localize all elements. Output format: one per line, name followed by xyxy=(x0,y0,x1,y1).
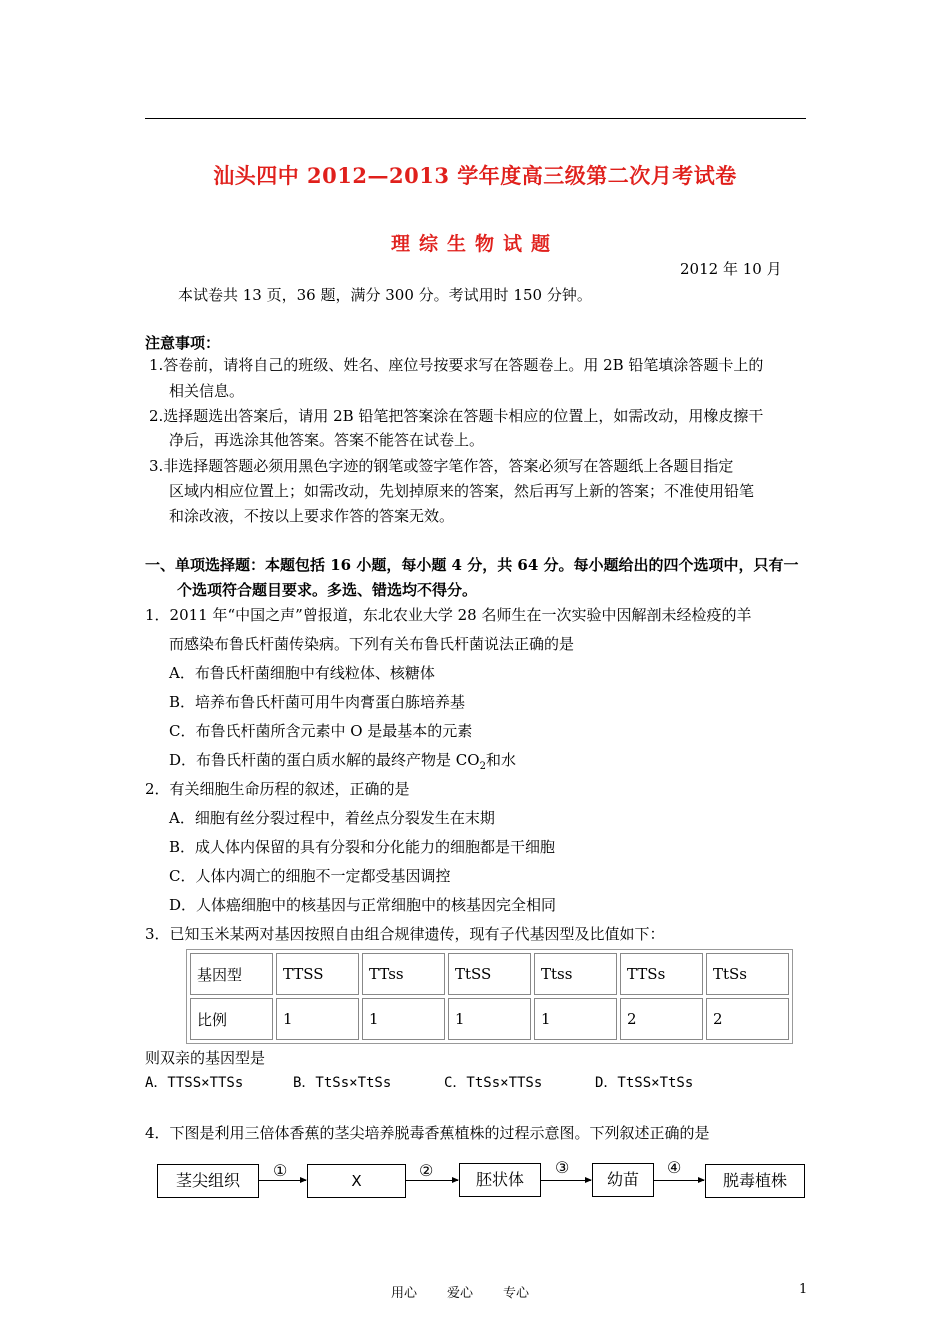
exam-date: 2012 年 10 月 xyxy=(680,260,782,278)
q2-stem: 2．有关细胞生命历程的叙述，正确的是 xyxy=(145,780,410,798)
step-label-3: ③ xyxy=(555,1158,570,1177)
footer-motto: 爱心 xyxy=(447,1286,474,1301)
q1-option-b: B．培养布鲁氏杆菌可用牛肉膏蛋白胨培养基 xyxy=(169,693,466,711)
table-cell: 2 xyxy=(706,998,789,1040)
table-cell: 1 xyxy=(276,998,359,1040)
table-cell: 1 xyxy=(362,998,445,1040)
exam-subtitle: 理综生物试题 xyxy=(390,233,559,255)
flow-arrow xyxy=(654,1180,704,1181)
q3-option-a: A．TTSS×TTSs xyxy=(145,1075,244,1091)
step-label-1: ① xyxy=(273,1161,288,1180)
table-cell: TtSs xyxy=(706,953,789,995)
q3-follow: 则双亲的基因型是 xyxy=(145,1049,266,1067)
note-line: 3.非选择题答题必须用黑色字迹的钢笔或签字笔作答，答案必须写在答题纸上各题目指定 xyxy=(149,457,734,475)
exam-intro: 本试卷共 13 页，36 题，满分 300 分。考试用时 150 分钟。 xyxy=(178,286,592,304)
step-label-4: ④ xyxy=(667,1158,682,1177)
q2-option-c: C．人体内凋亡的细胞不一定都受基因调控 xyxy=(169,867,451,885)
q1-option-d: D．布鲁氏杆菌的蛋白质水解的最终产物是 $CO_2$和水 xyxy=(169,751,516,772)
q1-option-a: A．布鲁氏杆菌细胞中有线粒体、核糖体 xyxy=(169,664,435,682)
genotype-table xyxy=(186,949,793,1044)
step-label-2: ② xyxy=(419,1161,434,1180)
note-line: 区域内相应位置上；如需改动，先划掉原来的答案，然后再写上新的答案；不准使用铅笔 xyxy=(169,482,755,500)
note-line: 相关信息。 xyxy=(169,382,245,400)
table-cell: TTss xyxy=(362,953,445,995)
table-cell: 2 xyxy=(620,998,703,1040)
notes-heading: 注意事项： xyxy=(145,334,221,352)
flow-box-virus-free-plant: 脱毒植株 xyxy=(705,1164,805,1198)
table-cell: 1 xyxy=(534,998,617,1040)
table-cell: TtSS xyxy=(448,953,531,995)
q2-option-d: D．人体癌细胞中的核基因与正常细胞中的核基因完全相同 xyxy=(169,896,557,914)
q1-option-c: C．布鲁氏杆菌所含元素中 O 是最基本的元素 xyxy=(169,722,473,740)
note-line: 2.选择题选出答案后，请用 2B 铅笔把答案涂在答题卡相应的位置上，如需改动，用橡皮擦干 xyxy=(149,407,764,425)
q2-option-a: A．细胞有丝分裂过程中，着丝点分裂发生在末期 xyxy=(169,809,495,827)
q4-stem: 4．下图是利用三倍体香蕉的茎尖培养脱毒香蕉植株的过程示意图。下列叙述正确的是 xyxy=(145,1124,710,1142)
flow-box-embryoid: 胚状体 xyxy=(459,1163,541,1197)
section-heading: 一、单项选择题：本题包括 16 小题，每小题 4 分，共 64 分。每小题给出的四个选项中，只有一 xyxy=(145,556,799,574)
flow-box-x: X xyxy=(307,1164,406,1198)
table-cell: 基因型 xyxy=(190,953,273,995)
q2-option-b: B．成人体内保留的具有分裂和分化能力的细胞都是干细胞 xyxy=(169,838,556,856)
table-row xyxy=(190,953,789,995)
footer-motto: 专心 xyxy=(503,1286,530,1301)
note-line: 1.答卷前，请将自己的班级、姓名、座位号按要求写在答题卷上。用 2B 铅笔填涂答题卡上的 xyxy=(149,356,764,374)
table-cell: TTSs xyxy=(620,953,703,995)
section-heading-cont: 个选项符合题目要求。多选、错选均不得分。 xyxy=(177,581,478,599)
footer-motto: 用心 xyxy=(391,1286,418,1301)
q3-option-b: B．TtSs×TtSs xyxy=(293,1075,392,1091)
flow-arrow xyxy=(406,1180,458,1181)
table-row xyxy=(190,998,789,1040)
table-cell: 比例 xyxy=(190,998,273,1040)
q3-option-c: C．TtSs×TTSs xyxy=(444,1075,543,1091)
q1-stem-cont: 而感染布鲁氏杆菌传染病。下列有关布鲁氏杆菌说法正确的是 xyxy=(169,635,575,653)
flow-arrow xyxy=(259,1180,306,1181)
table-cell: TTSS xyxy=(276,953,359,995)
flow-arrow xyxy=(541,1180,591,1181)
flow-box-seedling: 幼苗 xyxy=(592,1163,654,1197)
q3-option-d: D．TtSS×TtSs xyxy=(595,1075,694,1091)
q3-stem: 3．已知玉米某两对基因按照自由组合规律遗传，现有子代基因型及比值如下： xyxy=(145,925,665,943)
q1-stem: 1．2011 年“中国之声”曾报道，东北农业大学 28 名师生在一次实验中因解剖未经检疫的羊 xyxy=(145,606,752,624)
page-number: 1 xyxy=(799,1282,808,1297)
note-line: 净后，再选涂其他答案。答案不能答在试卷上。 xyxy=(169,431,485,449)
table-cell: 1 xyxy=(448,998,531,1040)
flow-box-shoot-tip: 茎尖组织 xyxy=(157,1164,259,1198)
note-line: 和涂改液，不按以上要求作答的答案无效。 xyxy=(169,507,455,525)
exam-title: 汕头四中 2012—2013 学年度高三级第二次月考试卷 xyxy=(213,163,737,188)
table-cell: Ttss xyxy=(534,953,617,995)
header-rule xyxy=(145,118,806,119)
